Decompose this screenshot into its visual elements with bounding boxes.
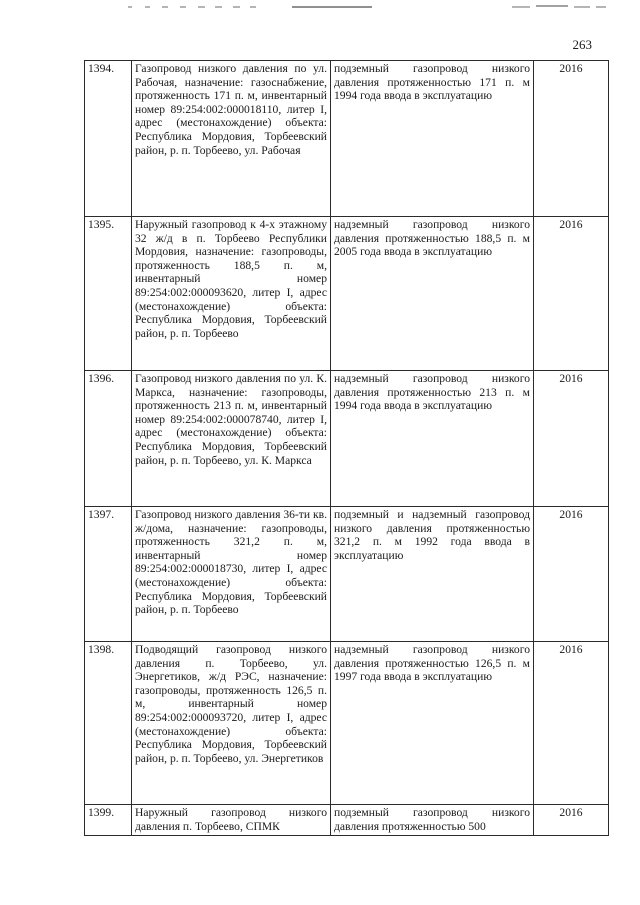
page-number: 263 [572,37,592,52]
object-characteristics-cell: подземный газопровод низкого давления протяженностью 500 [331,805,534,836]
object-description-cell: Газопровод низкого давления по ул. Рабочая, назначение: газоснабжение, протяженность 171 п. м, инвентарный номер 89:254:002:000018110, литер I, адрес (местонахождение) объекта: Республика Мордовия, Торбеевский район, р. п. Торбеево, ул. Рабочая [132,61,331,217]
table-row [85,642,609,805]
row-number-cell: 1395. [85,217,132,371]
object-description-cell: Газопровод низкого давления 36-ти кв. ж/дома, назначение: газопроводы, протяженность 321,2 п. м, инвентарный номер 89:254:002:000018730, литер I, адрес (местонахождение) объекта: Республика Мордовия, Торбеевский район, р. п. Торбеево [132,507,331,642]
object-characteristics-cell: надземный газопровод низкого давления протяженностью 213 п. м 1994 года ввода в эксплуатацию [331,371,534,507]
object-description-cell: Наружный газопровод к 4-х этажному 32 ж/д в п. Торбеево Республики Мордовия, назначение: газопроводы, протяженность 188,5 п. м, инвентарный номер 89:254:002:000093620, литер I, адрес (местонахождение) объекта: Республика Мордовия, Торбеевский район, р. п. Торбеево [132,217,331,371]
object-characteristics-cell: подземный газопровод низкого давления протяженностью 171 п. м 1994 года ввода в эксплуатацию [331,61,534,217]
row-number-cell: 1399. [85,805,132,836]
object-characteristics-cell: надземный газопровод низкого давления протяженностью 126,5 п. м 1997 года ввода в эксплуатацию [331,642,534,805]
table-row [85,507,609,642]
row-number-cell: 1397. [85,507,132,642]
year-cell: 2016 [534,642,609,805]
row-number-cell: 1398. [85,642,132,805]
table-row [85,805,609,836]
table-row [85,371,609,507]
table-row [85,217,609,371]
row-number-cell: 1396. [85,371,132,507]
row-number-cell: 1394. [85,61,132,217]
property-table [84,60,609,836]
year-cell: 2016 [534,61,609,217]
year-cell: 2016 [534,805,609,836]
table-row [85,61,609,217]
object-description-cell: Подводящий газопровод низкого давления п. Торбеево, ул. Энергетиков, ж/д РЭС, назначение: газопроводы, протяженность 126,5 п. м, инвентарный номер 89:254:002:000093720, литер I, адрес (местонахождение) объекта: Республика Мордовия, Торбеевский район, р. п. Торбеево, ул. Энергетиков [132,642,331,805]
year-cell: 2016 [534,507,609,642]
object-characteristics-cell: надземный газопровод низкого давления протяженностью 188,5 п. м 2005 года ввода в эксплуатацию [331,217,534,371]
year-cell: 2016 [534,217,609,371]
object-characteristics-cell: подземный и надземный газопровод низкого давления протяженностью 321,2 п. м 1992 года ввода в эксплуатацию [331,507,534,642]
year-cell: 2016 [534,371,609,507]
object-description-cell: Наружный газопровод низкого давления п. Торбеево, СПМК [132,805,331,836]
object-description-cell: Газопровод низкого давления по ул. К. Маркса, назначение: газопроводы, протяженность 213 п. м, инвентарный номер 89:254:002:000078740, литер I, адрес (местонахождение) объекта: Республика Мордовия, Торбеевский район, р. п. Торбеево, ул. К. Маркса [132,371,331,507]
scan-artifact-marks [0,0,640,12]
